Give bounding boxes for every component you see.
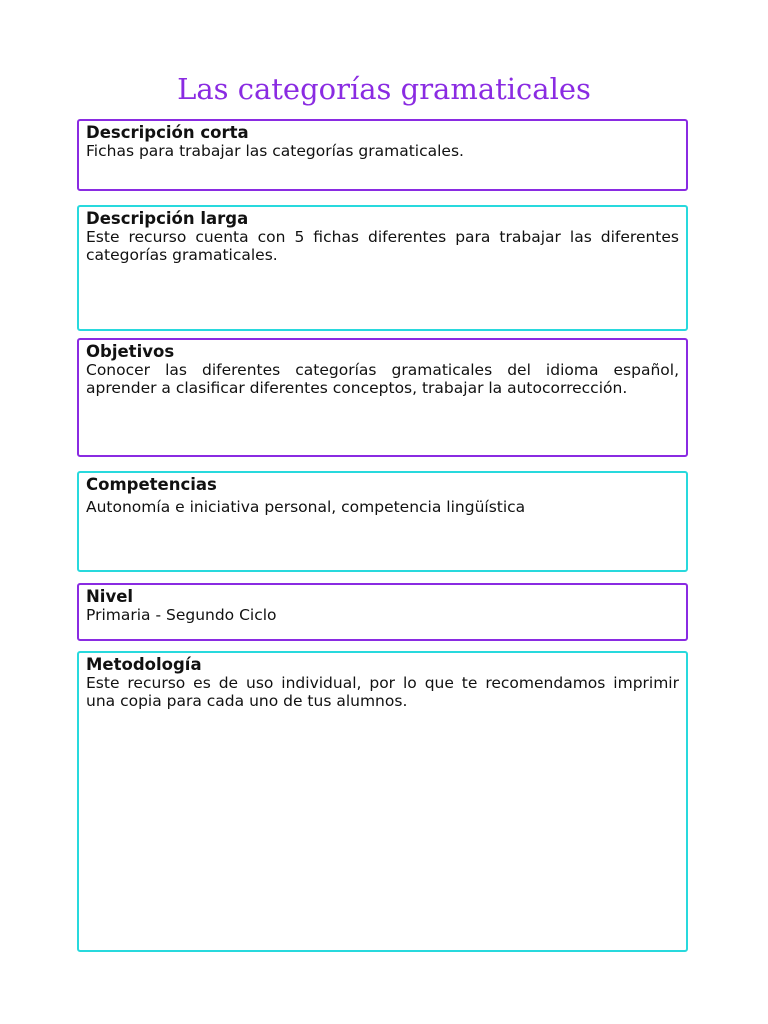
methodology-text: Este recurso es de uso individual, por lo que te recomendamos imprimir una copia para cada uno de tus alumnos. (86, 674, 679, 710)
methodology-card (77, 651, 688, 952)
competencies-text: Autonomía e iniciativa personal, competencia lingüística (86, 498, 526, 516)
level-heading: Nivel (86, 587, 134, 606)
objectives-heading: Objetivos (86, 342, 175, 361)
page-title: Las categorías gramaticales (177, 72, 591, 106)
methodology-heading: Metodología (86, 655, 202, 674)
short-description-heading: Descripción corta (86, 123, 249, 142)
competencies-heading: Competencias (86, 475, 217, 494)
objectives-card (77, 338, 688, 457)
level-text: Primaria - Segundo Ciclo (86, 606, 277, 624)
competencies-card (77, 471, 688, 572)
long-description-text: Este recurso cuenta con 5 fichas diferentes para trabajar las diferentes categorías gramaticales. (86, 228, 679, 264)
objectives-text: Conocer las diferentes categorías gramaticales del idioma español, aprender a clasificar diferentes conceptos, trabajar la autocorrección. (86, 361, 679, 397)
short-description-card (77, 119, 688, 191)
long-description-heading: Descripción larga (86, 209, 249, 228)
long-description-card (77, 205, 688, 331)
level-card (77, 583, 688, 641)
short-description-text: Fichas para trabajar las categorías gramaticales. (86, 142, 464, 160)
